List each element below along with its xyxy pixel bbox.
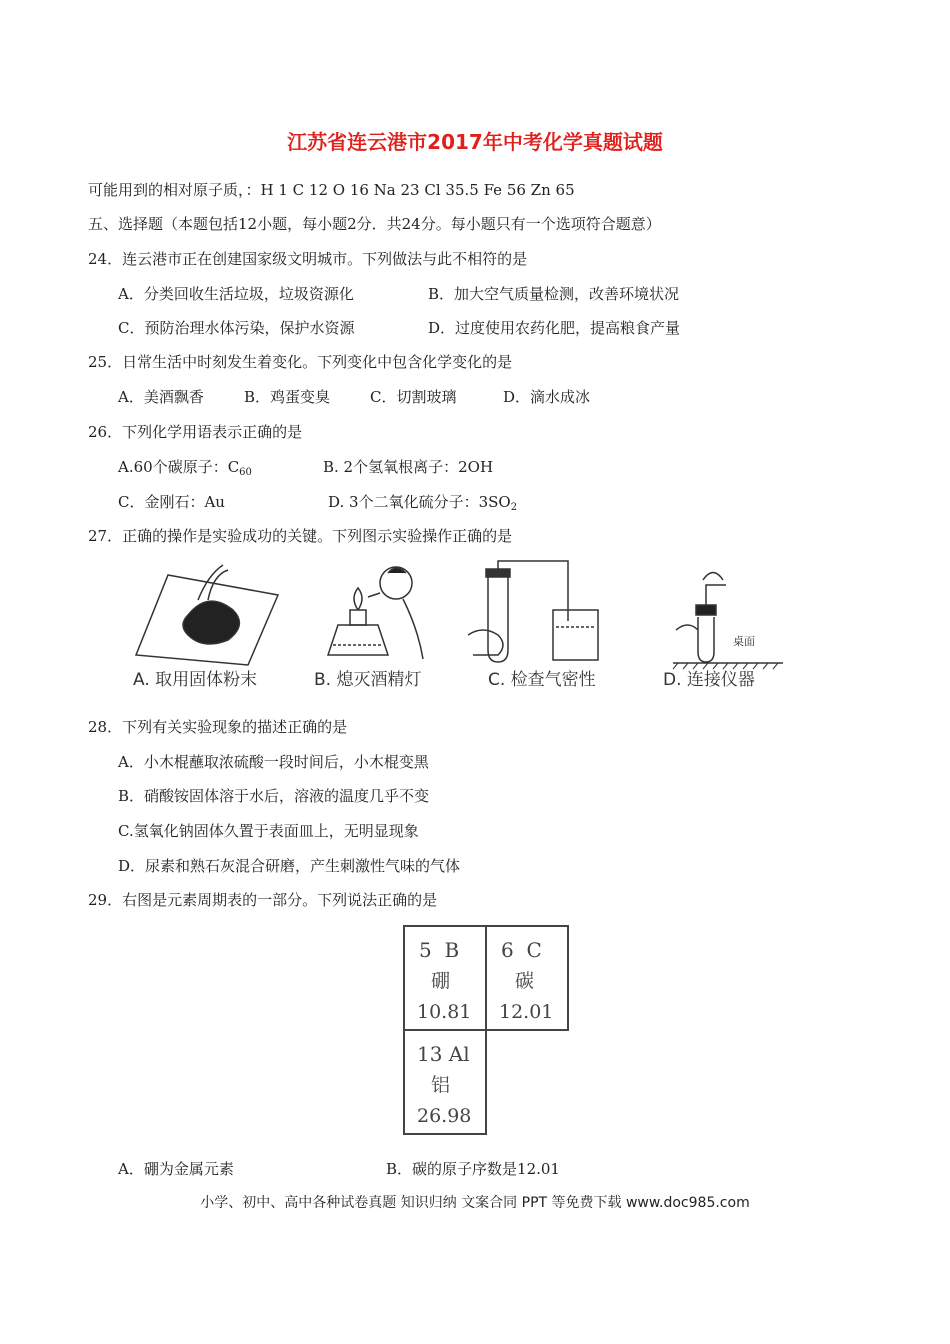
q27-figure <box>128 555 788 695</box>
q25-option-a: A．美酒飘香 <box>118 388 204 406</box>
fig-d-desk-label: 桌面 <box>733 635 755 648</box>
q27-stem: 27．正确的操作是实验成功的关键。下列图示实验操作正确的是 <box>88 527 513 545</box>
aluminium-mass: 26.98 <box>417 1105 472 1127</box>
q25-stem: 25．日常生活中时刻发生着变化。下列变化中包含化学变化的是 <box>88 353 513 371</box>
boron-name: 硼 <box>431 970 451 992</box>
aluminium-symbol: 13 Al <box>417 1042 470 1066</box>
q25-option-c: C．切割玻璃 <box>370 388 457 406</box>
q28-stem: 28．下列有关实验现象的描述正确的是 <box>88 718 348 736</box>
q26-option-a: A.60个碳原子：$C_{60}$ <box>118 458 252 478</box>
q24-option-b: B．加大空气质量检测，改善环境状况 <box>428 285 680 303</box>
fig-d-apparatus-illustration <box>673 573 783 670</box>
fig-a-label: A. 取用固体粉末 <box>133 670 258 690</box>
q28-option-d: D．尿素和熟石灰混合研磨，产生刺激性气味的气体 <box>118 857 461 875</box>
atomic-masses: 可能用到的相对原子质，：H 1 C 12 O 16 Na 23 Cl 35.5 Fe 56 Zn 65 <box>88 181 575 199</box>
boron-symbol: 5 B <box>419 938 460 962</box>
q26-stem: 26．下列化学用语表示正确的是 <box>88 423 303 441</box>
q26-option-c: C．金刚石：Au <box>118 493 225 511</box>
page-title: 江苏省连云港市2017年中考化学真题试题 <box>287 130 663 154</box>
q28-option-a: A．小木棍蘸取浓硫酸一段时间后，小木棍变黑 <box>118 753 429 771</box>
carbon-symbol: 6 C <box>501 938 542 962</box>
page-footer: 小学、初中、高中各种试卷真题 知识归纳 文案合同 PPT 等免费下载 www.doc985.com <box>200 1195 750 1211</box>
fig-c-apparatus-illustration <box>468 561 598 662</box>
q26-option-d: D. 3个二氧化硫分子：$3SO_2$ <box>328 493 518 513</box>
q29-option-a: A．硼为金属元素 <box>118 1160 234 1178</box>
section-heading: 五、选择题（本题包括12小题，每小题2分．共24分。每小题只有一个选项符合题意） <box>88 215 661 233</box>
q24-option-c: C．预防治理水体污染，保护水资源 <box>118 319 355 337</box>
q28-option-b: B．硝酸铵固体溶于水后，溶液的温度几乎不变 <box>118 787 430 805</box>
q24-option-a: A．分类回收生活垃圾，垃圾资源化 <box>118 285 354 303</box>
boron-mass: 10.81 <box>417 1001 472 1023</box>
q28-option-c: C.氢氧化钠固体久置于表面皿上，无明显现象 <box>118 822 419 840</box>
carbon-name: 碳 <box>515 970 535 992</box>
q25-option-d: D．滴水成冰 <box>503 388 591 406</box>
fig-a-powder-illustration <box>136 565 278 665</box>
fig-b-lamp-illustration <box>328 567 423 659</box>
q24-stem: 24．连云港市正在创建国家级文明城市。下列做法与此不相符的是 <box>88 250 528 268</box>
fig-c-label: C. 检查气密性 <box>488 670 596 690</box>
q25-option-b: B．鸡蛋变臭 <box>244 388 331 406</box>
aluminium-name: 铝 <box>431 1074 451 1096</box>
fig-d-label: D. 连接仪器 <box>663 670 755 690</box>
fig-b-label: B. 熄灭酒精灯 <box>314 670 422 690</box>
carbon-mass: 12.01 <box>499 1001 554 1023</box>
q24-option-d: D．过度使用农药化肥，提高粮食产量 <box>428 319 681 337</box>
q26-option-b: B. 2个氢氧根离子：2OH <box>323 458 494 476</box>
q29-stem: 29．右图是元素周期表的一部分。下列说法正确的是 <box>88 891 438 909</box>
periodic-table-excerpt <box>403 925 569 1135</box>
q29-option-b: B．碳的原子序数是12.01 <box>386 1160 560 1178</box>
